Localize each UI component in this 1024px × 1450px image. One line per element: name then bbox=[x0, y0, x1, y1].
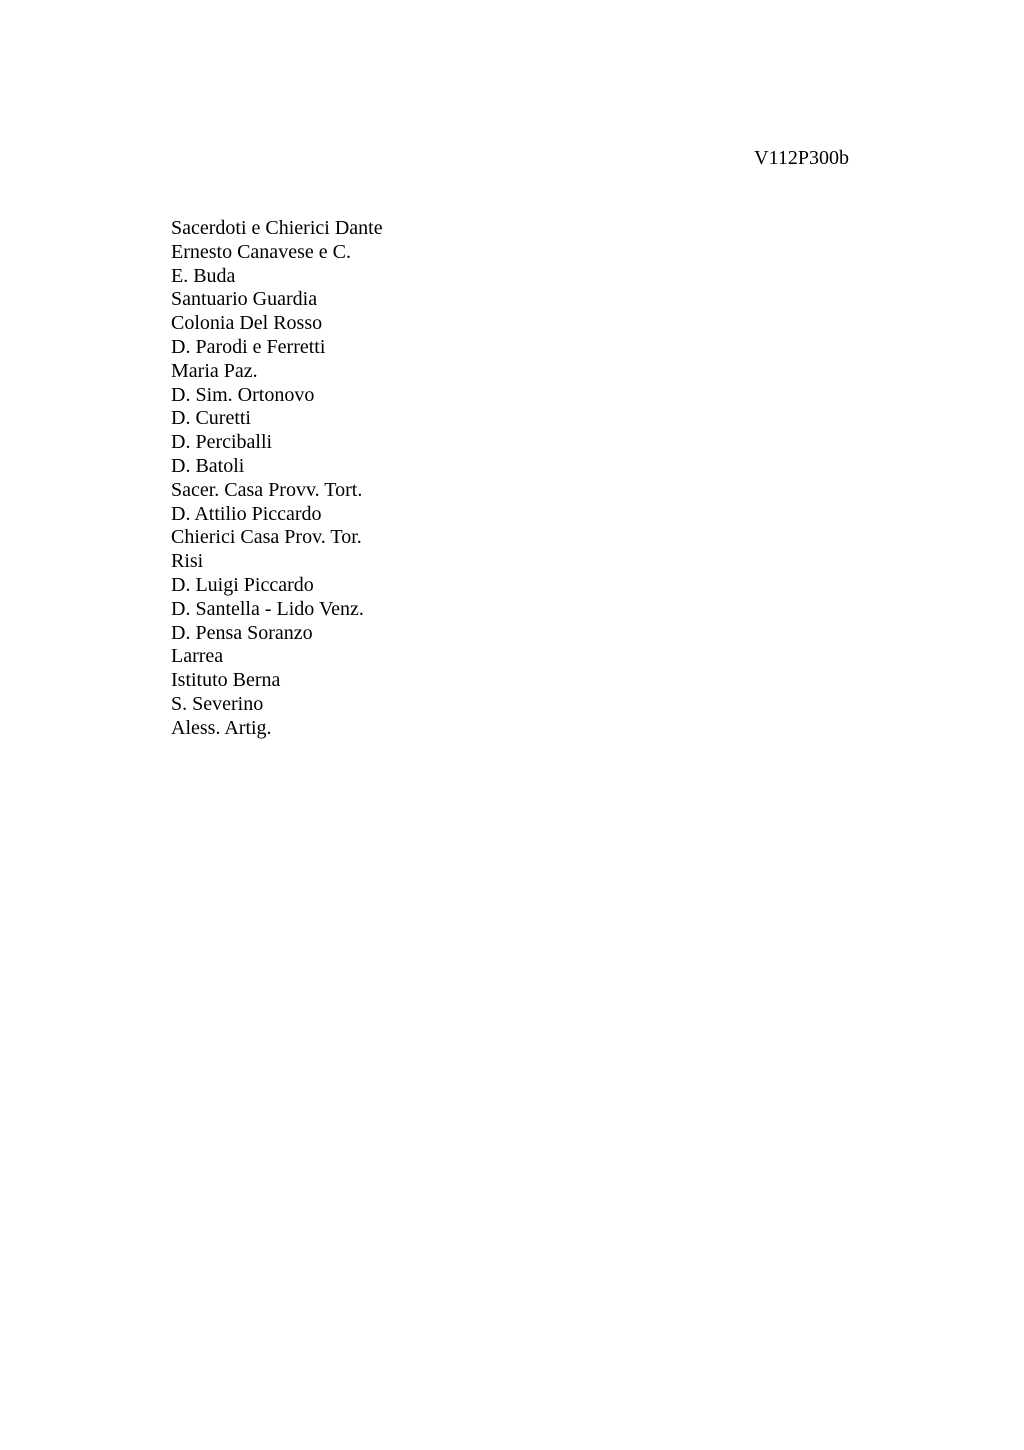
document-id: V112P300b bbox=[754, 147, 849, 169]
entry-item: D. Curetti bbox=[171, 407, 251, 430]
entry-item: Ernesto Canavese e C. bbox=[171, 240, 351, 263]
entry-item: Santuario Guardia bbox=[171, 288, 318, 311]
entry-item: Maria Paz. bbox=[171, 359, 258, 382]
entry-item: Larrea bbox=[171, 645, 224, 668]
entry-list bbox=[171, 217, 383, 741]
entry-item: D. Perciballi bbox=[171, 431, 273, 454]
entry-item: Aless. Artig. bbox=[171, 716, 272, 739]
entry-item: E. Buda bbox=[171, 264, 236, 287]
entry-item: Colonia Del Rosso bbox=[171, 312, 323, 335]
entry-item: Istituto Berna bbox=[171, 669, 281, 692]
entry-item: D. Pensa Soranzo bbox=[171, 621, 313, 644]
entry-item: D. Luigi Piccardo bbox=[171, 573, 314, 596]
entry-item: Sacerdoti e Chierici Dante bbox=[171, 217, 383, 239]
entry-item: Chierici Casa Prov. Tor. bbox=[171, 526, 362, 549]
entry-item: D. Attilio Piccardo bbox=[171, 502, 322, 525]
entry-item: D. Batoli bbox=[171, 454, 245, 477]
entry-item: D. Santella - Lido Venz. bbox=[171, 597, 364, 620]
entry-item: D. Parodi e Ferretti bbox=[171, 335, 326, 358]
entry-item: S. Severino bbox=[171, 692, 264, 715]
entry-item: Risi bbox=[171, 550, 204, 573]
entry-item: D. Sim. Ortonovo bbox=[171, 383, 315, 406]
entry-item: Sacer. Casa Provv. Tort. bbox=[171, 478, 363, 501]
